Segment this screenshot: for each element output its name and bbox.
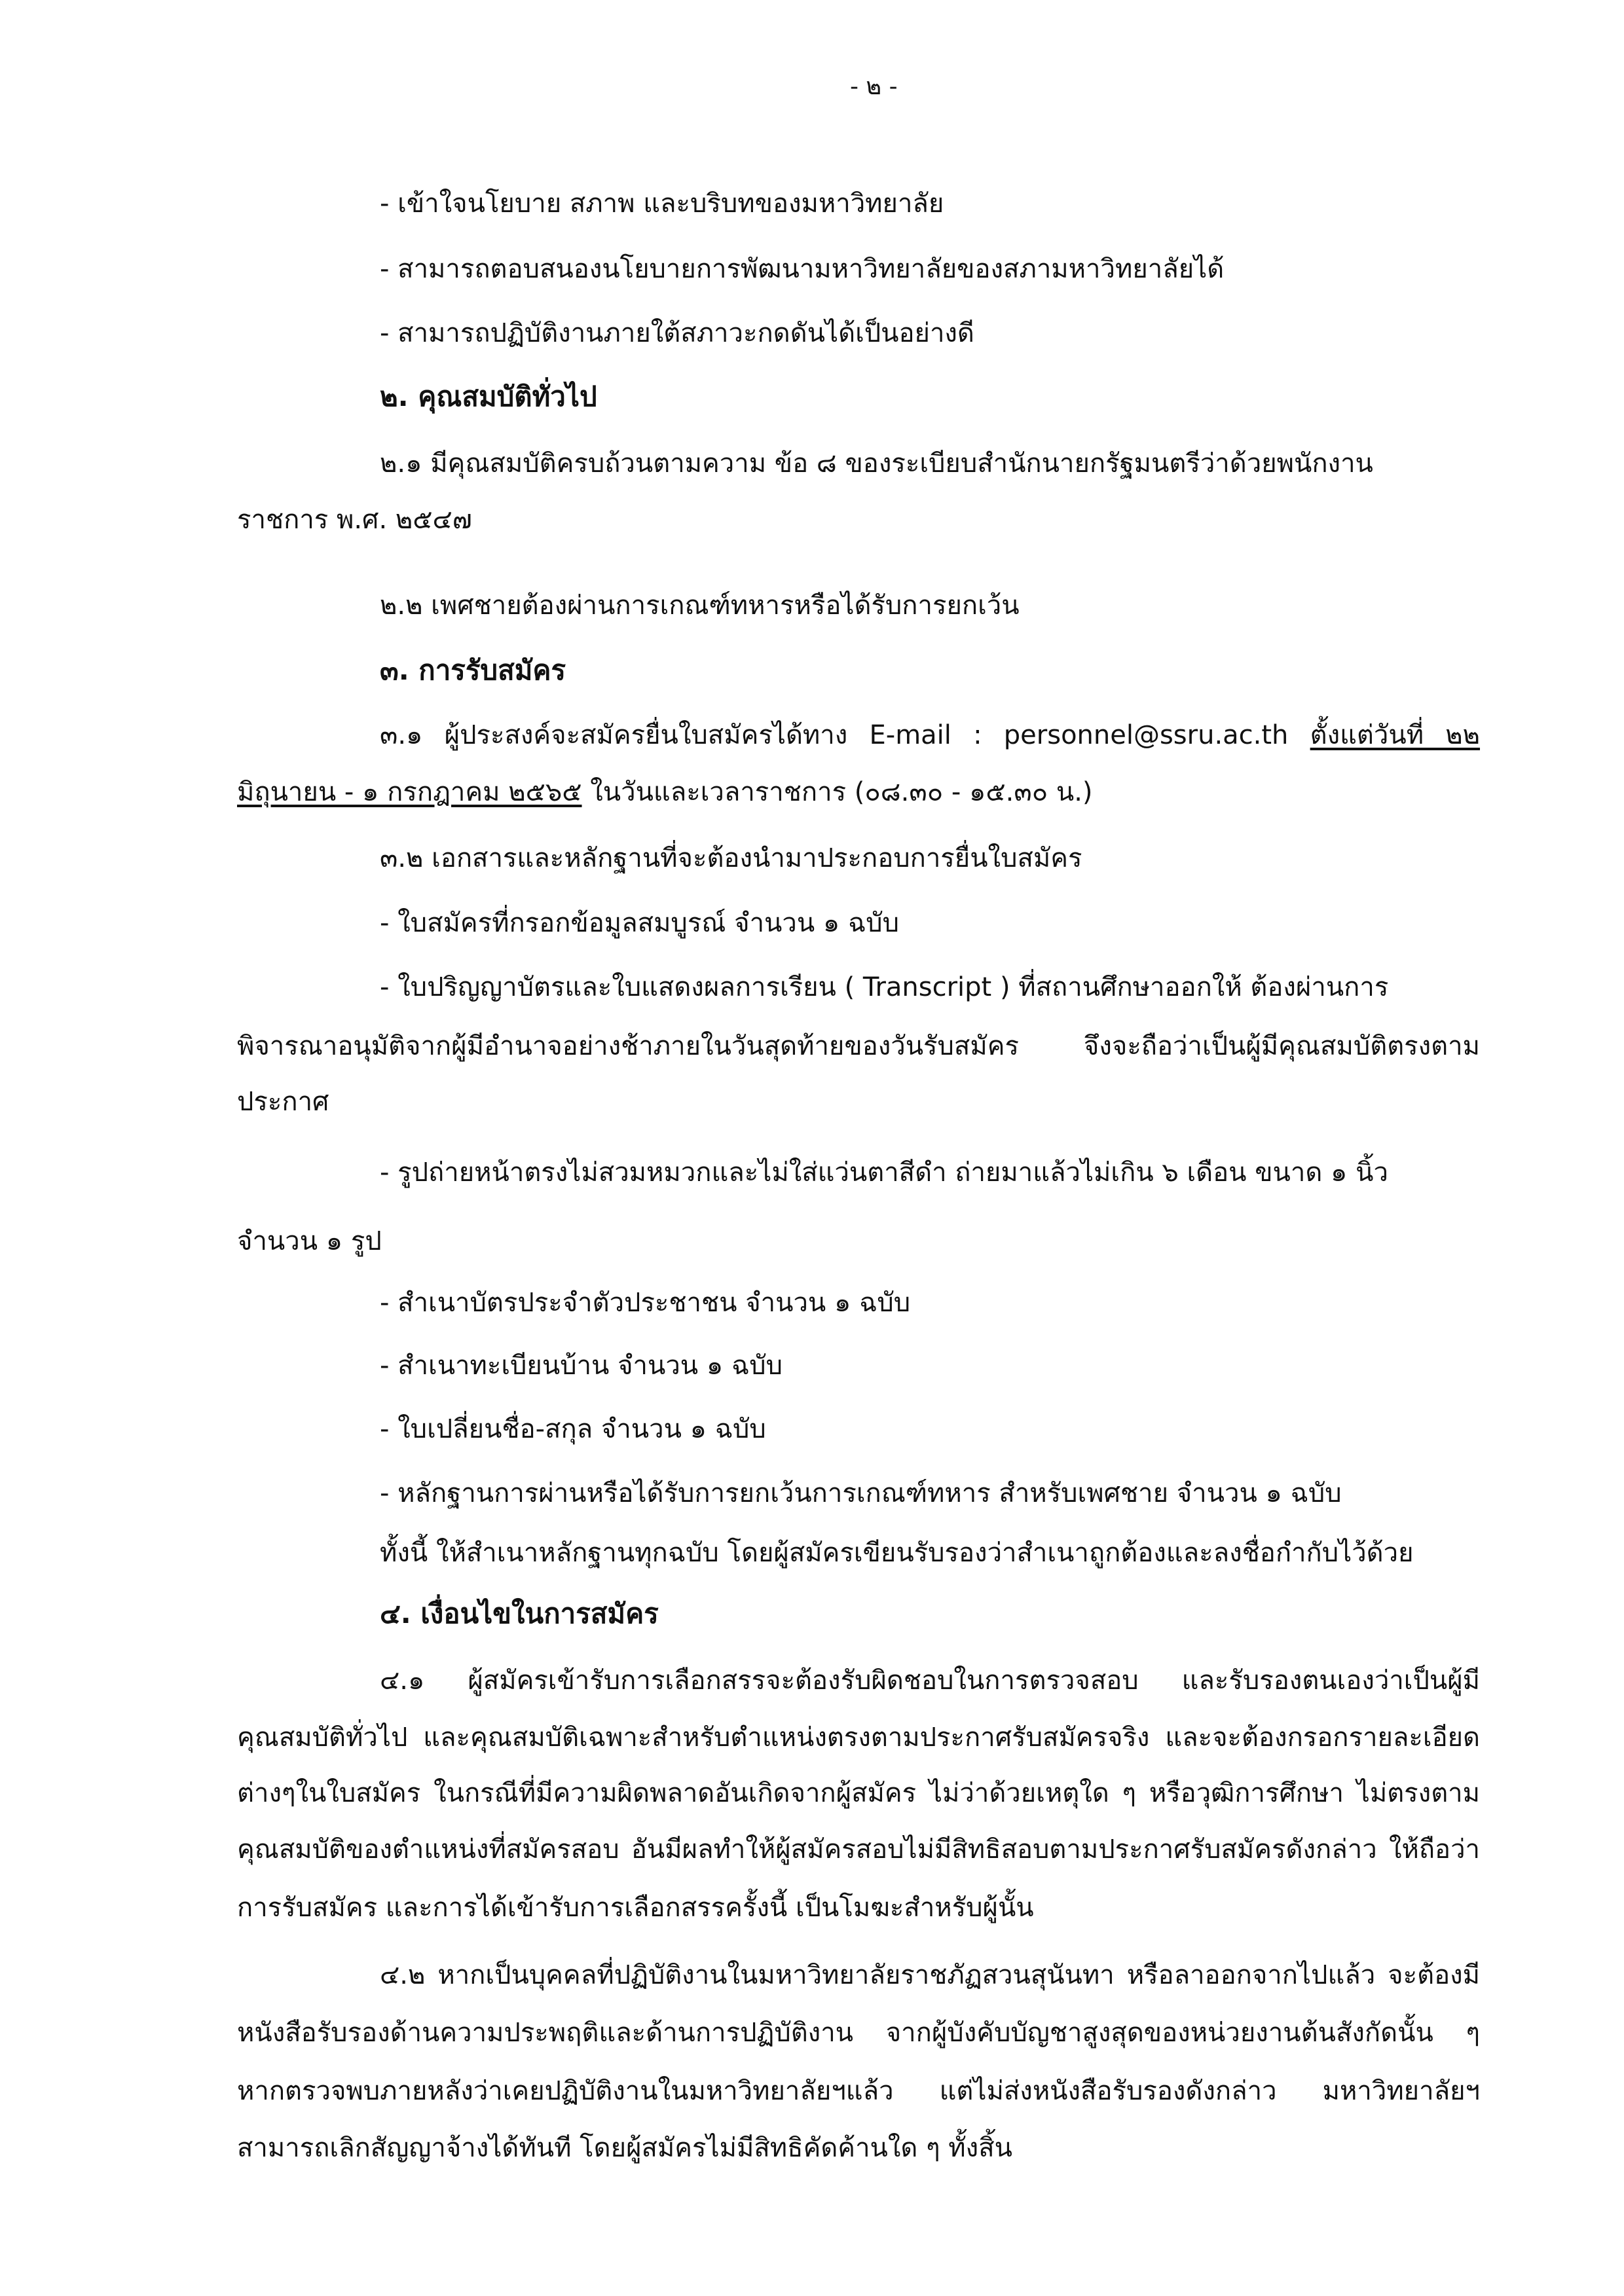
bullet-line: - สามารถตอบสนองนโยบายการพัฒนามหาวิทยาลัยของสภามหาวิทยาลัยได้ <box>380 254 1225 284</box>
paragraph-line <box>237 774 1093 811</box>
paragraph-line <box>380 717 1480 754</box>
paragraph-line: สามารถเลิกสัญญาจ้างได้ทันที โดยผู้สมัครไม่มีสิทธิคัดค้านใด ๆ ทั้งสิ้น <box>237 2133 1012 2163</box>
section-heading: ๔. เงื่อนไขในการสมัคร <box>380 1597 659 1630</box>
bullet-line: - เข้าใจนโยบาย สภาพ และบริบทของมหาวิทยาลัย <box>380 189 944 219</box>
date-range-underlined: ตั้งแต่วันที่ ๒๒ <box>1310 720 1481 750</box>
document-item: - ใบสมัครที่กรอกข้อมูลสมบูรณ์ จำนวน ๑ ฉบับ <box>380 908 900 938</box>
paragraph-line: ทั้งนี้ ให้สำเนาหลักฐานทุกฉบับ โดยผู้สมัครเขียนรับรองว่าสำเนาถูกต้องและลงชื่อกำกับไว้ด้วย <box>380 1538 1414 1568</box>
paragraph-line: ประกาศ <box>237 1087 329 1117</box>
paragraph-line: คุณสมบัติของตำแหน่งที่สมัครสอบ อันมีผลทำให้ผู้สมัครสอบไม่มีสิทธิสอบตามประกาศรับสมัครดังกล่าว ให้ถือว่า <box>237 1834 1480 1865</box>
paragraph-line: ราชการ พ.ศ. ๒๕๔๗ <box>237 505 472 535</box>
document-item: - รูปถ่ายหน้าตรงไม่สวมหมวกและไม่ใส่แว่นตาสีดำ ถ่ายมาแล้วไม่เกิน ๖ เดือน ขนาด ๑ นิ้ว <box>380 1157 1388 1188</box>
paragraph-line: หากตรวจพบภายหลังว่าเคยปฏิบัติงานในมหาวิทยาลัยฯแล้ว แต่ไม่ส่งหนังสือรับรองดังกล่าว มหาวิทยาลัยฯ <box>237 2076 1480 2106</box>
document-item: - ใบเปลี่ยนชื่อ-สกุล จำนวน ๑ ฉบับ <box>380 1414 766 1444</box>
paragraph-text: ในวันและเวลาราชการ (๐๘.๓๐ - ๑๕.๓๐ น.) <box>581 777 1093 807</box>
document-item: - หลักฐานการผ่านหรือได้รับการยกเว้นการเกณฑ์ทหาร สำหรับเพศชาย จำนวน ๑ ฉบับ <box>380 1478 1342 1508</box>
paragraph-line: ๒.๑ มีคุณสมบัติครบถ้วนตามความ ข้อ ๘ ของระเบียบสำนักนายกรัฐมนตรีว่าด้วยพนักงาน <box>380 448 1373 479</box>
page-number: - ๒ - <box>850 73 898 100</box>
paragraph-line: พิจารณาอนุมัติจากผู้มีอำนาจอย่างช้าภายในวันสุดท้ายของวันรับสมัคร จึงจะถือว่าเป็นผู้มีคุณสมบัติตรงตาม <box>237 1031 1480 1061</box>
document-item: - ใบปริญญาบัตรและใบแสดงผลการเรียน ( Transcript ) ที่สถานศึกษาออกให้ ต้องผ่านการ <box>380 972 1389 1002</box>
section-heading: ๒. คุณสมบัติทั่วไป <box>380 380 597 412</box>
paragraph-line: ๔.๑ ผู้สมัครเข้ารับการเลือกสรรจะต้องรับผิดชอบในการตรวจสอบ และรับรองตนเองว่าเป็นผู้มี <box>380 1666 1480 1696</box>
paragraph-line: การรับสมัคร และการได้เข้ารับการเลือกสรรครั้งนี้ เป็นโมฆะสำหรับผู้นั้น <box>237 1893 1034 1923</box>
paragraph-line: หนังสือรับรองด้านความประพฤติและด้านการปฏิบัติงาน จากผู้บังคับบัญชาสูงสุดของหน่วยงานต้นสังกัดนั้น ๆ <box>237 2018 1480 2048</box>
paragraph-line: จำนวน ๑ รูป <box>237 1226 382 1256</box>
section-heading: ๓. การรับสมัคร <box>380 654 566 686</box>
paragraph-line: ต่างๆในใบสมัคร ในกรณีที่มีความผิดพลาดอันเกิดจากผู้สมัคร ไม่ว่าด้วยเหตุใด ๆ หรือวุฒิการศึกษา ไม่ตรงตาม <box>237 1778 1480 1808</box>
document-item: - สำเนาบัตรประจำตัวประชาชน จำนวน ๑ ฉบับ <box>380 1288 911 1318</box>
paragraph-line: ๔.๒ หากเป็นบุคคลที่ปฏิบัติงานในมหาวิทยาลัยราชภัฏสวนสุนันทา หรือลาออกจากไปแล้ว จะต้องมี <box>380 1960 1480 1990</box>
paragraph-text: ๓.๑ ผู้ประสงค์จะสมัครยื่นใบสมัครได้ทาง E-mail : personnel@ssru.ac.th <box>380 720 1310 750</box>
document-item: - สำเนาทะเบียนบ้าน จำนวน ๑ ฉบับ <box>380 1351 783 1381</box>
paragraph-line: คุณสมบัติทั่วไป และคุณสมบัติเฉพาะสำหรับตำแหน่งตรงตามประกาศรับสมัครจริง และจะต้องกรอกรายละเอียด <box>237 1722 1480 1753</box>
paragraph-line: ๓.๒ เอกสารและหลักฐานที่จะต้องนำมาประกอบการยื่นใบสมัคร <box>380 843 1082 873</box>
date-range-underlined: มิถุนายน - ๑ กรกฎาคม ๒๕๖๕ <box>237 777 582 807</box>
paragraph-line: ๒.๒ เพศชายต้องผ่านการเกณฑ์ทหารหรือได้รับการยกเว้น <box>380 591 1020 621</box>
bullet-line: - สามารถปฏิบัติงานภายใต้สภาวะกดดันได้เป็นอย่างดี <box>380 318 974 348</box>
